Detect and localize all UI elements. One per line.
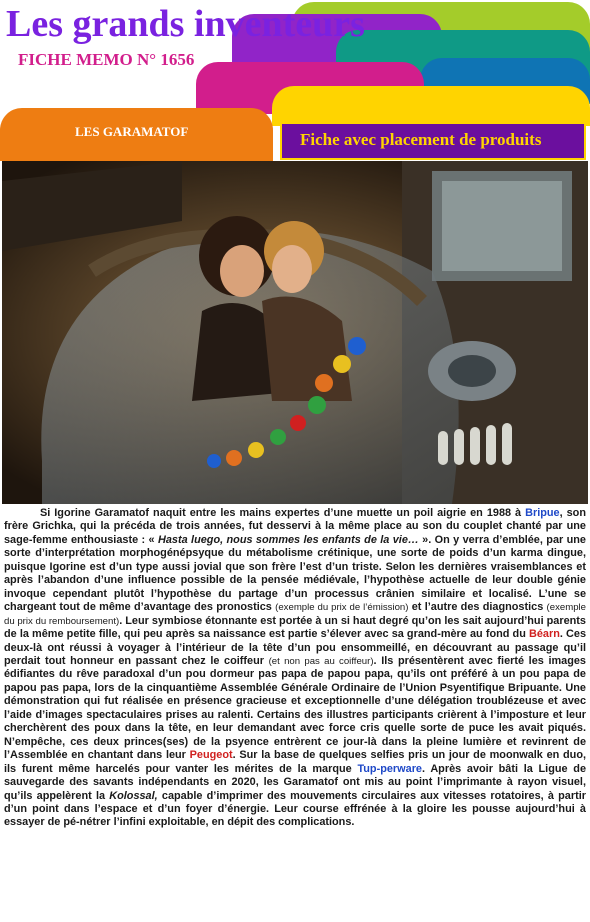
- text-s7: . Ils présentèrent avec fierté les images édifiantes du rêve paradoxal d’un pou dormeur pas papa de papou papa, qu’ils ont préféré à un pou papa de papou pas papa, lors de la cinquantième Assemblée Générale Ordinaire de l’Union Psyentifique Bripuante. Une démonstration qui fut réalisée en présence gracieuse et exceptionnelle d’une délégation troublézeuse et avec l’aide d’images spectaculaires prises au ralenti. Certains des illustres participants crièrent à l’imposture et leur cherchèrent des poux dans la tête, en leur demandant avec force cris quelle sorte de puce les avait piqués. N’empêche, ces deux princes(ses) de la psyence entrèrent ce jour-là dans la pleine lumière et revinrent de l’Assemblée en chantant dans leur: [4, 654, 586, 762]
- text-s5: . Leur symbiose étonnante est portée à un si haut degré qu’on les sait aujourd’hui parents de la même petite fille, qui peu après sa naissance est partie s’élever avec sa grand-mère au fond du: [4, 614, 586, 641]
- text-s8: . Sur la base de quelques selfies pris un jour de moonwalk en duo, ils furent même harcelés pour vanter les mérites de la marque: [4, 749, 586, 775]
- text-s1: Si Igorine Garamatof naquit entre les mains expertes d’une muette un poil aigrie en 1988 à: [40, 507, 526, 519]
- tab-right-label: Fiche avec placement de produits: [300, 130, 542, 149]
- page-title: Les grands inventeurs: [6, 3, 365, 45]
- text-s3: ». On y verra d’emblée, par une sorte d’interprétation morphogénépsyque du métabolisme crétinique, une sorte de poids d’un karma dingue, puisque Igorine est d’un type aussi jovial que son frère l’est d’un triste. Selon les dernières vraisemblances et après l’abandon d’une influence possible de la pensée médiévale, l’hypothèse actuelle de leur double génie invoque cependant plutôt l’hypothèse du partage d’un processus crânien similaire et localisé. L’une se chargeant tout de même d’avantage des pronostics: [4, 533, 586, 614]
- place-bripue: Bripue: [525, 507, 560, 519]
- machine-name: Kolossal,: [109, 789, 158, 802]
- text-s2: , son frère Grichka, qui la précéda de trois années, fut desservi à la même place au son du couplet chanté par une sage-femme enthousiaste : «: [4, 507, 586, 546]
- text-s10: capable d’imprimer des mouvements circulaires aux vitesses rotatoires, à partir d’un point dans l’espace et d’un foyer d’énergie. Leur course effrénée à la gloire les pousse aujourd’hui à essayer de pé-nétrer l’infini exploitable, en dépit des complications.: [4, 789, 586, 829]
- illustration-photo: [2, 161, 588, 504]
- note-emission: (exemple du prix de l’émission): [275, 602, 409, 614]
- text-s4: et l’autre des diagnostics: [408, 601, 547, 614]
- text-s6: . Ces deux-là ont réussi à voyager à l’intérieur de la tête d’un pou ensommeillé, en découvrant au passage qu’il perdait tout honneur en passant chez le coiffeur: [4, 628, 586, 667]
- brand-peugeot: Peugeot: [189, 749, 233, 762]
- tab-placement-produits: [280, 122, 586, 160]
- text-s9: . Après avoir bâti la Ligue de sauvegarde des savants indépendants en 2020, les Garamatof ont mis au point l’imprimante à rayon visuel, qu’ils appelèrent la: [4, 762, 587, 802]
- note-coiffeur: (et non pas au coiffeur): [268, 655, 374, 667]
- banner-band-yellow: [272, 86, 590, 126]
- tab-les-garamatof: [0, 108, 273, 161]
- memo-number: FICHE MEMO N° 1656: [18, 50, 195, 69]
- brand-tupperware: Tup-perware: [357, 762, 422, 775]
- header-banner: [0, 0, 590, 160]
- song-quote: Hasta luego, nous sommes les enfants de la vie…: [158, 533, 419, 546]
- note-remboursement: (exemple du prix du remboursement): [4, 602, 587, 627]
- place-bearn: Béarn: [528, 628, 560, 641]
- tab-left-label: LES GARAMATOF: [75, 124, 189, 139]
- article-text: [4, 507, 586, 830]
